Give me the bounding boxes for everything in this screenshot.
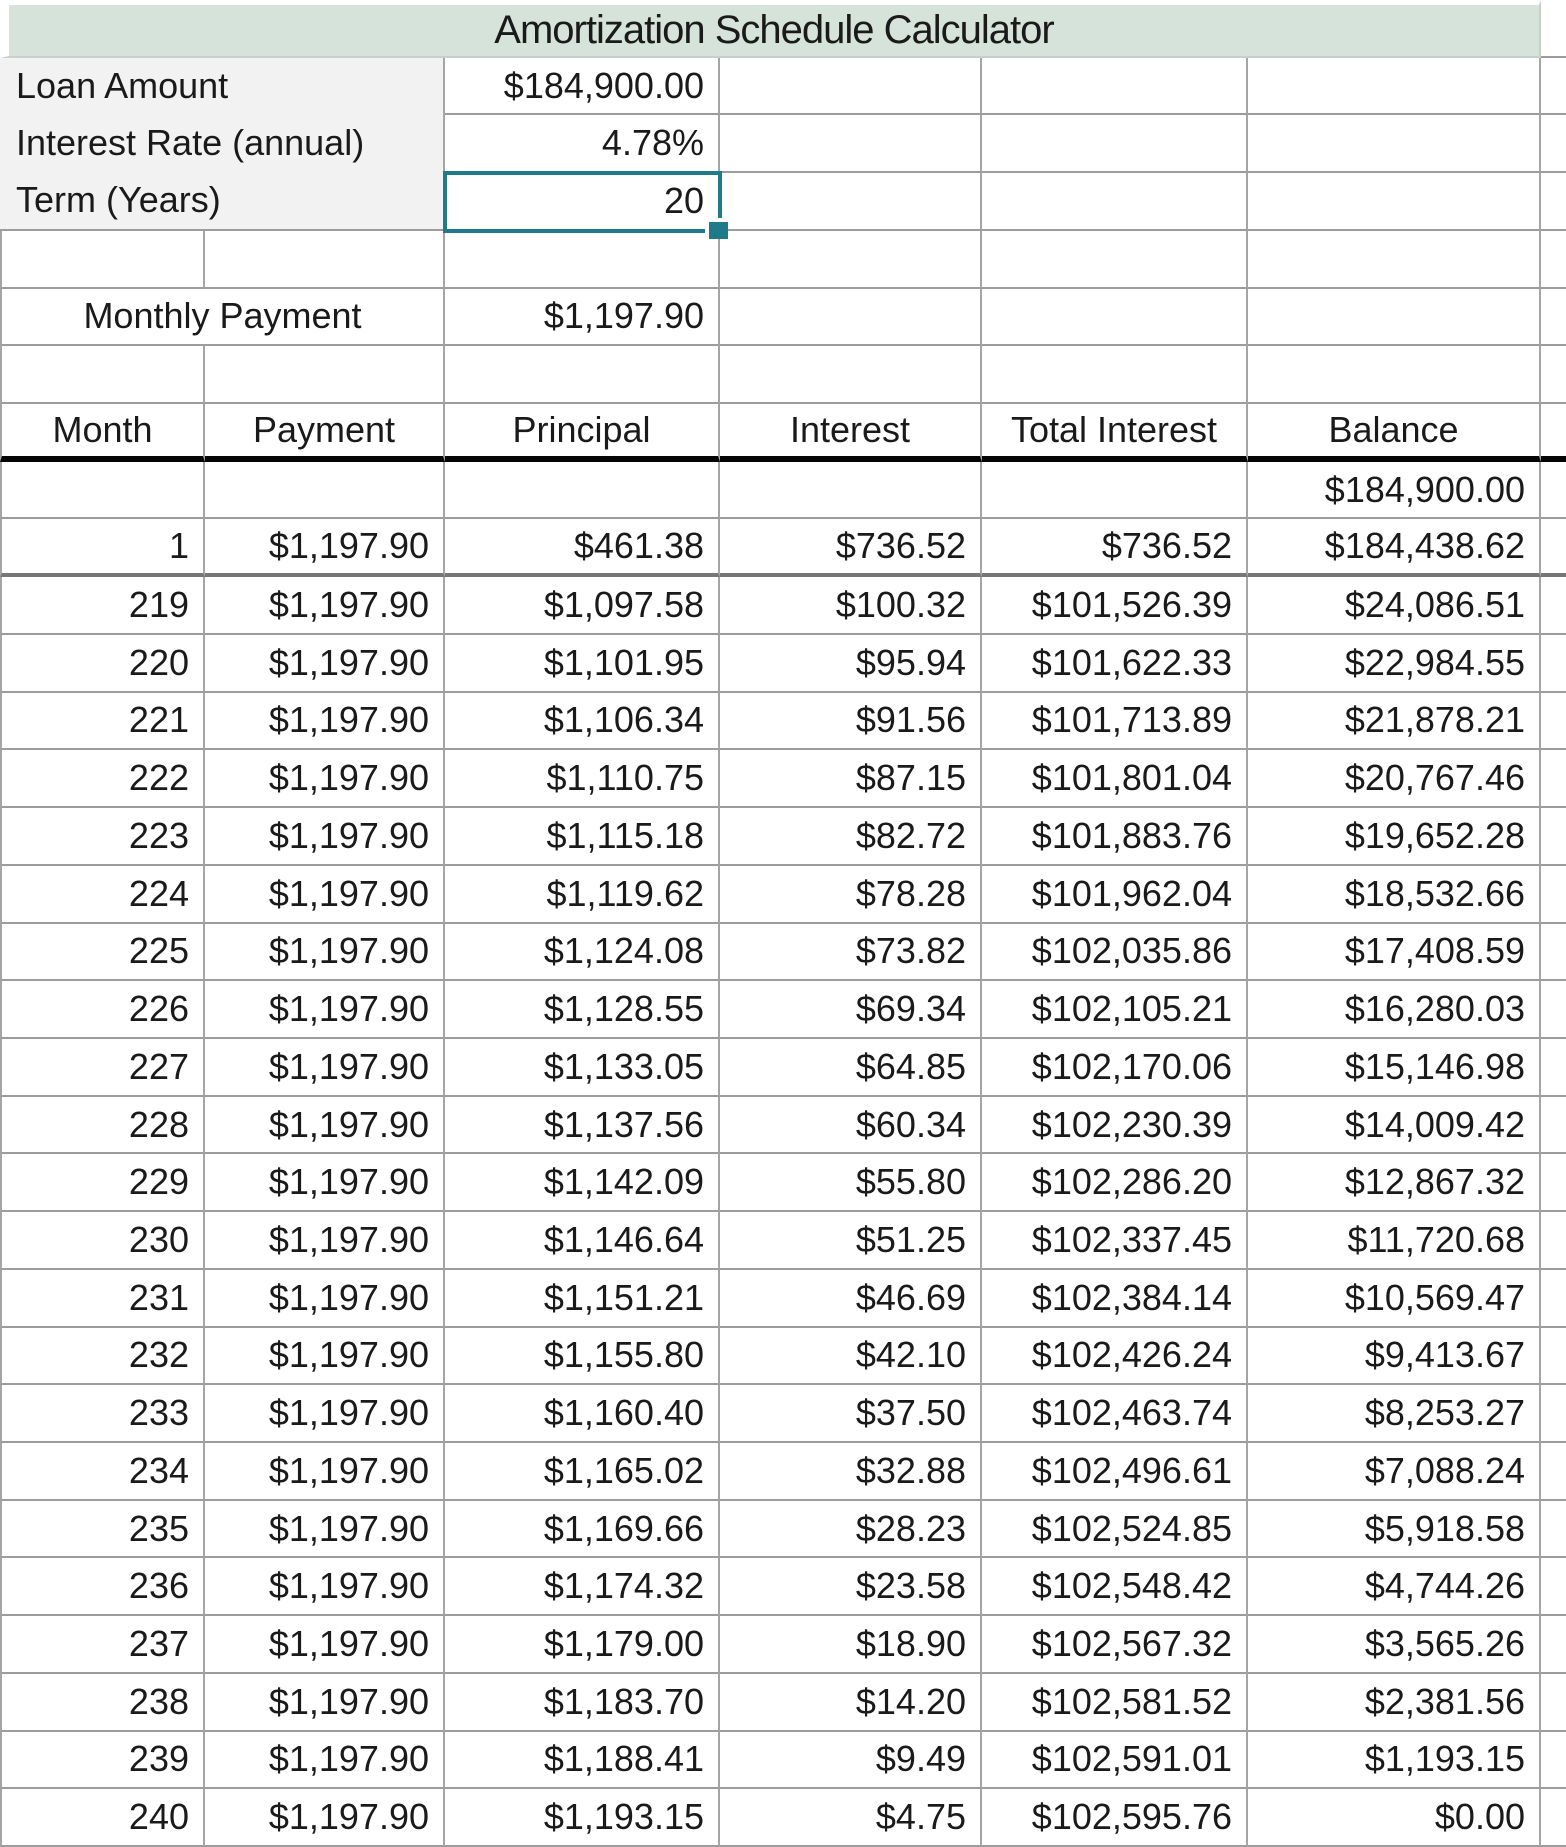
partial-column-cell[interactable]: [1541, 1097, 1566, 1155]
cell-payment[interactable]: $1,197.90: [205, 1789, 445, 1847]
empty-cell[interactable]: [445, 346, 720, 404]
cell-month[interactable]: 233: [0, 1385, 205, 1443]
cell-balance[interactable]: $1,193.15: [1248, 1732, 1541, 1790]
cell-balance[interactable]: $21,878.21: [1248, 693, 1541, 751]
cell-interest[interactable]: $32.88: [720, 1443, 982, 1501]
cell-principal[interactable]: $1,151.21: [445, 1270, 720, 1328]
col-header-interest[interactable]: Interest: [720, 404, 982, 462]
cell-total-interest[interactable]: $102,035.86: [982, 924, 1248, 982]
partial-column-cell[interactable]: [1541, 1789, 1566, 1847]
cell-month[interactable]: 230: [0, 1212, 205, 1270]
cell-principal[interactable]: $1,115.18: [445, 808, 720, 866]
cell-balance[interactable]: $9,413.67: [1248, 1328, 1541, 1386]
cell-principal[interactable]: $1,124.08: [445, 924, 720, 982]
cell-interest[interactable]: $64.85: [720, 1039, 982, 1097]
cell-balance[interactable]: $17,408.59: [1248, 924, 1541, 982]
loan-amount-value[interactable]: $184,900.00: [445, 58, 720, 116]
sheet-title-cell[interactable]: [0, 0, 1541, 58]
cell-principal[interactable]: $1,160.40: [445, 1385, 720, 1443]
cell-payment[interactable]: $1,197.90: [205, 635, 445, 693]
cell-month[interactable]: 224: [0, 866, 205, 924]
cell-balance[interactable]: $20,767.46: [1248, 750, 1541, 808]
cell-total-interest[interactable]: $736.52: [982, 519, 1248, 577]
empty-cell[interactable]: [982, 173, 1248, 231]
empty-cell[interactable]: [205, 462, 445, 520]
cell-principal[interactable]: $1,097.58: [445, 577, 720, 635]
partial-column-cell[interactable]: [1541, 1328, 1566, 1386]
partial-column-cell[interactable]: [1541, 981, 1566, 1039]
partial-column-cell[interactable]: [1541, 1732, 1566, 1790]
cell-total-interest[interactable]: $102,230.39: [982, 1097, 1248, 1155]
cell-month[interactable]: 223: [0, 808, 205, 866]
monthly-payment-value[interactable]: $1,197.90: [445, 289, 720, 347]
cell-interest[interactable]: $37.50: [720, 1385, 982, 1443]
interest-rate-label[interactable]: Interest Rate (annual): [16, 122, 365, 164]
cell-principal[interactable]: $1,128.55: [445, 981, 720, 1039]
empty-cell[interactable]: [982, 58, 1248, 116]
cell-payment[interactable]: $1,197.90: [205, 1154, 445, 1212]
cell-principal[interactable]: $1,193.15: [445, 1789, 720, 1847]
cell-total-interest[interactable]: $102,384.14: [982, 1270, 1248, 1328]
cell-principal[interactable]: $1,183.70: [445, 1674, 720, 1732]
cell-balance[interactable]: $10,569.47: [1248, 1270, 1541, 1328]
cell-month[interactable]: 226: [0, 981, 205, 1039]
partial-column-cell[interactable]: [1541, 58, 1566, 116]
col-header-payment[interactable]: Payment: [205, 404, 445, 462]
cell-balance[interactable]: $0.00: [1248, 1789, 1541, 1847]
cell-principal[interactable]: $1,188.41: [445, 1732, 720, 1790]
cell-total-interest[interactable]: $101,883.76: [982, 808, 1248, 866]
cell-interest[interactable]: $28.23: [720, 1501, 982, 1559]
partial-column-cell[interactable]: [1541, 231, 1566, 289]
cell-month[interactable]: 225: [0, 924, 205, 982]
cell-interest[interactable]: $14.20: [720, 1674, 982, 1732]
empty-cell[interactable]: [720, 231, 982, 289]
partial-column-cell[interactable]: [1541, 635, 1566, 693]
partial-column-cell[interactable]: [1541, 289, 1566, 347]
cell-principal[interactable]: $1,165.02: [445, 1443, 720, 1501]
empty-cell[interactable]: [1248, 289, 1541, 347]
partial-column-cell[interactable]: [1541, 1558, 1566, 1616]
cell-total-interest[interactable]: $102,426.24: [982, 1328, 1248, 1386]
empty-cell[interactable]: [0, 231, 205, 289]
cell-interest[interactable]: $9.49: [720, 1732, 982, 1790]
partial-column-cell[interactable]: [1541, 1039, 1566, 1097]
cell-month[interactable]: 229: [0, 1154, 205, 1212]
term-years-label[interactable]: Term (Years): [16, 179, 221, 221]
empty-cell[interactable]: [720, 58, 982, 116]
cell-payment[interactable]: $1,197.90: [205, 1443, 445, 1501]
partial-column-cell[interactable]: [1541, 404, 1566, 462]
cell-total-interest[interactable]: $102,591.01: [982, 1732, 1248, 1790]
empty-cell[interactable]: [982, 462, 1248, 520]
cell-month[interactable]: 232: [0, 1328, 205, 1386]
cell-total-interest[interactable]: $102,337.45: [982, 1212, 1248, 1270]
cell-month[interactable]: 234: [0, 1443, 205, 1501]
cell-total-interest[interactable]: $101,622.33: [982, 635, 1248, 693]
cell-principal[interactable]: $1,133.05: [445, 1039, 720, 1097]
cell-payment[interactable]: $1,197.90: [205, 1674, 445, 1732]
cell-principal[interactable]: $1,142.09: [445, 1154, 720, 1212]
cell-principal[interactable]: $461.38: [445, 519, 720, 577]
partial-column-cell[interactable]: [1541, 0, 1566, 58]
empty-cell[interactable]: [1248, 173, 1541, 231]
partial-column-cell[interactable]: [1541, 1501, 1566, 1559]
cell-principal[interactable]: $1,106.34: [445, 693, 720, 751]
partial-column-cell[interactable]: [1541, 1385, 1566, 1443]
cell-interest[interactable]: $46.69: [720, 1270, 982, 1328]
cell-interest[interactable]: $95.94: [720, 635, 982, 693]
cell-balance[interactable]: $184,438.62: [1248, 519, 1541, 577]
cell-balance[interactable]: $19,652.28: [1248, 808, 1541, 866]
cell-month[interactable]: 238: [0, 1674, 205, 1732]
selected-cell-border[interactable]: [443, 171, 722, 233]
cell-payment[interactable]: $1,197.90: [205, 924, 445, 982]
cell-month[interactable]: 1: [0, 519, 205, 577]
empty-cell[interactable]: [0, 462, 205, 520]
partial-column-cell[interactable]: [1541, 115, 1566, 173]
cell-balance[interactable]: $22,984.55: [1248, 635, 1541, 693]
cell-payment[interactable]: $1,197.90: [205, 750, 445, 808]
empty-cell[interactable]: [982, 346, 1248, 404]
cell-payment[interactable]: $1,197.90: [205, 693, 445, 751]
cell-principal[interactable]: $1,179.00: [445, 1616, 720, 1674]
cell-month[interactable]: 228: [0, 1097, 205, 1155]
sheet-title: Amortization Schedule Calculator: [494, 7, 1054, 52]
cell-interest[interactable]: $4.75: [720, 1789, 982, 1847]
cell-balance[interactable]: $11,720.68: [1248, 1212, 1541, 1270]
cell-month[interactable]: 240: [0, 1789, 205, 1847]
cell-payment[interactable]: $1,197.90: [205, 1039, 445, 1097]
empty-cell[interactable]: [720, 289, 982, 347]
empty-cell[interactable]: [445, 231, 720, 289]
cell-total-interest[interactable]: $102,548.42: [982, 1558, 1248, 1616]
cell-balance[interactable]: $4,744.26: [1248, 1558, 1541, 1616]
cell-total-interest[interactable]: $102,105.21: [982, 981, 1248, 1039]
partial-column-cell[interactable]: [1541, 1212, 1566, 1270]
partial-column-cell[interactable]: [1541, 808, 1566, 866]
empty-cell[interactable]: [720, 115, 982, 173]
cell-payment[interactable]: $1,197.90: [205, 519, 445, 577]
col-header-month[interactable]: Month: [0, 404, 205, 462]
partial-column-cell[interactable]: [1541, 173, 1566, 231]
cell-interest[interactable]: $55.80: [720, 1154, 982, 1212]
empty-cell[interactable]: [205, 231, 445, 289]
interest-rate-value[interactable]: 4.78%: [445, 115, 720, 173]
cell-interest[interactable]: $87.15: [720, 750, 982, 808]
loan-amount-label[interactable]: Loan Amount: [16, 65, 229, 107]
cell-principal[interactable]: $1,174.32: [445, 1558, 720, 1616]
col-header-principal[interactable]: Principal: [445, 404, 720, 462]
cell-principal[interactable]: $1,155.80: [445, 1328, 720, 1386]
partial-column-cell[interactable]: [1541, 866, 1566, 924]
empty-cell[interactable]: [0, 346, 205, 404]
cell-balance[interactable]: $18,532.66: [1248, 866, 1541, 924]
cell-month[interactable]: 237: [0, 1616, 205, 1674]
cell-month[interactable]: 236: [0, 1558, 205, 1616]
monthly-payment-label[interactable]: Monthly Payment: [0, 289, 445, 347]
cell-interest[interactable]: $82.72: [720, 808, 982, 866]
cell-interest[interactable]: $18.90: [720, 1616, 982, 1674]
cell-balance[interactable]: $5,918.58: [1248, 1501, 1541, 1559]
cell-month[interactable]: 231: [0, 1270, 205, 1328]
cell-total-interest[interactable]: $102,463.74: [982, 1385, 1248, 1443]
cell-balance[interactable]: $12,867.32: [1248, 1154, 1541, 1212]
empty-cell[interactable]: [720, 346, 982, 404]
cell-total-interest[interactable]: $102,170.06: [982, 1039, 1248, 1097]
cell-principal[interactable]: $1,119.62: [445, 866, 720, 924]
empty-cell[interactable]: [1248, 231, 1541, 289]
cell-payment[interactable]: $1,197.90: [205, 1270, 445, 1328]
cell-payment[interactable]: $1,197.90: [205, 981, 445, 1039]
cell-payment[interactable]: $1,197.90: [205, 1558, 445, 1616]
empty-cell[interactable]: [445, 462, 720, 520]
cell-month[interactable]: 235: [0, 1501, 205, 1559]
cell-interest[interactable]: $23.58: [720, 1558, 982, 1616]
cell-payment[interactable]: $1,197.90: [205, 1732, 445, 1790]
cell-total-interest[interactable]: $101,526.39: [982, 577, 1248, 635]
partial-column-cell[interactable]: [1541, 462, 1566, 520]
cell-payment[interactable]: $1,197.90: [205, 1212, 445, 1270]
input-labels-panel: [0, 58, 445, 231]
empty-cell[interactable]: [1248, 58, 1541, 116]
cell-month[interactable]: 239: [0, 1732, 205, 1790]
term-years-value[interactable]: 20: [445, 173, 720, 231]
cell-payment[interactable]: $1,197.90: [205, 1616, 445, 1674]
empty-cell[interactable]: [1248, 346, 1541, 404]
cell-interest[interactable]: $42.10: [720, 1328, 982, 1386]
cell-payment[interactable]: $1,197.90: [205, 1328, 445, 1386]
partial-column-cell[interactable]: [1541, 924, 1566, 982]
cell-month[interactable]: 219: [0, 577, 205, 635]
cell-interest[interactable]: $100.32: [720, 577, 982, 635]
cell-balance[interactable]: $24,086.51: [1248, 577, 1541, 635]
cell-balance[interactable]: $15,146.98: [1248, 1039, 1541, 1097]
col-header-balance[interactable]: Balance: [1248, 404, 1541, 462]
cell-balance[interactable]: $3,565.26: [1248, 1616, 1541, 1674]
partial-column-cell[interactable]: [1541, 1616, 1566, 1674]
cell-total-interest[interactable]: $102,524.85: [982, 1501, 1248, 1559]
cell-balance[interactable]: $7,088.24: [1248, 1443, 1541, 1501]
cell-balance[interactable]: $16,280.03: [1248, 981, 1541, 1039]
partial-column-cell[interactable]: [1541, 577, 1566, 635]
cell-principal[interactable]: $1,101.95: [445, 635, 720, 693]
cell-interest[interactable]: $69.34: [720, 981, 982, 1039]
cell-total-interest[interactable]: $102,496.61: [982, 1443, 1248, 1501]
cell-total-interest[interactable]: $101,801.04: [982, 750, 1248, 808]
partial-column-cell[interactable]: [1541, 693, 1566, 751]
cell-total-interest[interactable]: $101,962.04: [982, 866, 1248, 924]
cell-interest[interactable]: $73.82: [720, 924, 982, 982]
cell-total-interest[interactable]: $102,567.32: [982, 1616, 1248, 1674]
cell-interest[interactable]: $78.28: [720, 866, 982, 924]
partial-column-cell[interactable]: [1541, 1154, 1566, 1212]
partial-column-cell[interactable]: [1541, 519, 1566, 577]
cell-month[interactable]: 221: [0, 693, 205, 751]
opening-balance-cell[interactable]: $184,900.00: [1248, 462, 1541, 520]
cell-month[interactable]: 222: [0, 750, 205, 808]
fill-handle[interactable]: [709, 222, 728, 239]
cell-interest[interactable]: $736.52: [720, 519, 982, 577]
cell-interest[interactable]: $51.25: [720, 1212, 982, 1270]
cell-principal[interactable]: $1,110.75: [445, 750, 720, 808]
cell-principal[interactable]: $1,169.66: [445, 1501, 720, 1559]
cell-payment[interactable]: $1,197.90: [205, 1385, 445, 1443]
cell-total-interest[interactable]: $102,286.20: [982, 1154, 1248, 1212]
partial-column-cell[interactable]: [1541, 1270, 1566, 1328]
empty-cell[interactable]: [1248, 115, 1541, 173]
cell-principal[interactable]: $1,137.56: [445, 1097, 720, 1155]
cell-total-interest[interactable]: $101,713.89: [982, 693, 1248, 751]
cell-month[interactable]: 227: [0, 1039, 205, 1097]
partial-column-cell[interactable]: [1541, 1674, 1566, 1732]
cell-payment[interactable]: $1,197.90: [205, 808, 445, 866]
cell-interest[interactable]: $91.56: [720, 693, 982, 751]
cell-payment[interactable]: $1,197.90: [205, 1097, 445, 1155]
empty-cell[interactable]: [982, 289, 1248, 347]
partial-column-cell[interactable]: [1541, 750, 1566, 808]
empty-cell[interactable]: [982, 231, 1248, 289]
partial-column-cell[interactable]: [1541, 1443, 1566, 1501]
cell-interest[interactable]: $60.34: [720, 1097, 982, 1155]
empty-cell[interactable]: [982, 115, 1248, 173]
empty-cell[interactable]: [720, 462, 982, 520]
cell-payment[interactable]: $1,197.90: [205, 577, 445, 635]
cell-payment[interactable]: $1,197.90: [205, 1501, 445, 1559]
cell-balance[interactable]: $8,253.27: [1248, 1385, 1541, 1443]
cell-balance[interactable]: $14,009.42: [1248, 1097, 1541, 1155]
cell-month[interactable]: 220: [0, 635, 205, 693]
cell-balance[interactable]: $2,381.56: [1248, 1674, 1541, 1732]
empty-cell[interactable]: [205, 346, 445, 404]
empty-cell[interactable]: [720, 173, 982, 231]
partial-column-cell[interactable]: [1541, 346, 1566, 404]
cell-total-interest[interactable]: $102,581.52: [982, 1674, 1248, 1732]
cell-payment[interactable]: $1,197.90: [205, 866, 445, 924]
cell-principal[interactable]: $1,146.64: [445, 1212, 720, 1270]
cell-total-interest[interactable]: $102,595.76: [982, 1789, 1248, 1847]
col-header-total-interest[interactable]: Total Interest: [982, 404, 1248, 462]
